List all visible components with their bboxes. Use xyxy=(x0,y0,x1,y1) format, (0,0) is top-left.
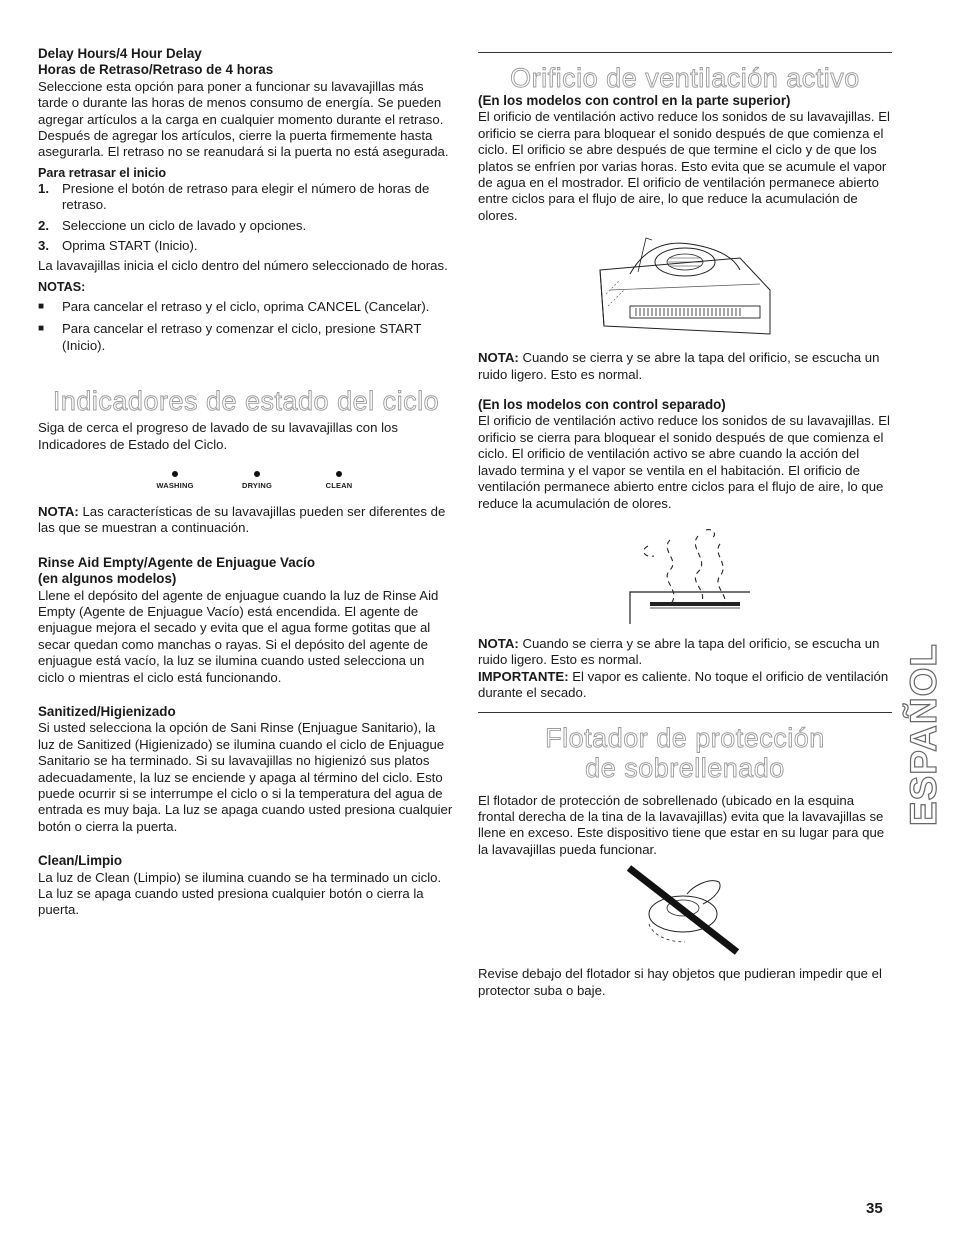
right-column xyxy=(478,46,892,999)
vent-important: IMPORTANTE: El vapor es caliente. No toque el orificio de ventilación durante el secado. xyxy=(478,668,889,701)
note-item: ■ Para cancelar el retraso y comenzar el ciclo, presione START (Inicio). xyxy=(38,321,422,353)
vent-note-2: NOTA: Cuando se cierra y se abre la tapa del orificio, se escucha un ruido ligero. Esto es normal. xyxy=(478,635,880,668)
vent-body-1: El orificio de ventilación activo reduce los sonidos de su lavavajillas. El orificio se cierra para bloquear el sonido después de que comienza el ciclo. El orificio se abre después de que termine el ciclo y de que los platos se enfríen por varias horas. Esto evita que se acumule el vapor de agua en el mostrador. El orificio de ventilación permanece abierto entre ciclos para el flujo de aire, lo que reduce la acumulación de olores. xyxy=(478,109,890,223)
vent-separate-control-illustration xyxy=(478,520,892,628)
status-note: NOTA: Las características de su lavavajillas pueden ser diferentes de las que se muestran a continuación. xyxy=(38,503,446,536)
delay-subheading: Para retrasar el inicio xyxy=(38,165,167,180)
steam-vent-icon xyxy=(600,520,770,628)
status-body: Siga de cerca el progreso de lavado de su lavavajillas con los Indicadores de Estado del Ciclo. xyxy=(38,420,398,452)
delay-heading-es: Horas de Retraso/Retraso de 4 horas xyxy=(38,62,274,78)
sanitized-heading: Sanitized/Higienizado xyxy=(38,703,176,719)
indicator-drying: DRYING xyxy=(237,471,277,490)
language-tab: ESPAÑOL xyxy=(903,643,944,827)
vent-title: Orificio de ventilación activo xyxy=(510,63,860,93)
indicator-clean: CLEAN xyxy=(319,471,359,490)
delay-notes xyxy=(38,299,454,354)
vent-sub-2: (En los modelos con control separado) xyxy=(478,397,726,413)
status-title: Indicadores de estado del ciclo xyxy=(52,386,440,417)
vent-body-2: El orificio de ventilación activo reduce los sonidos de su lavavajillas. El orificio se cierra para bloquear el sonido después de que comienza el ciclo. El orificio de ventilación activo se abre cuando la acción del lavado termina y el vapor se ventila en el habitación. El orificio de ventilación permanece abierto entre ciclos para el flujo de aire, lo que reduce la acumulación de olores. xyxy=(478,413,890,511)
sanitized-body: Si usted selecciona la opción de Sani Rinse (Enjuague Sanitario), la luz de Sanitized (Higienizado) se ilumina cuando el ciclo de Enjuague Sanitario se ha terminado. Si su lavavajillas no higienizó sus platos adecuadamente, la luz se enciende y apaga al término del ciclo. Esto puede ocurrir si se interrumpe el ciclo o si la temperatura del agua de entrada es muy baja. La luz se apaga cuando usted presiona cualquier botón o cierra la puerta. xyxy=(38,720,453,834)
cycle-status-indicators xyxy=(60,471,454,490)
float-illustration xyxy=(478,864,892,956)
delay-step: 1. Presione el botón de retraso para elegir el número de horas de retraso. xyxy=(38,180,430,213)
vent-top-control-illustration xyxy=(478,230,892,342)
float-title-2: de sobrellenado xyxy=(585,752,785,783)
rinse-heading-2: (en algunos modelos) xyxy=(38,571,177,587)
clean-heading: Clean/Limpio xyxy=(38,853,123,869)
vent-note-1: NOTA: Cuando se cierra y se abre la tapa del orificio, se escucha un ruido ligero. Esto es normal. xyxy=(478,350,880,382)
indicator-light-icon xyxy=(336,471,342,477)
float-body: El flotador de protección de sobrellenado (ubicado en la esquina frontal derecha de la tina de la lavavajillas) evita que la lavavajillas se llene en exceso. Este dispositivo tiene que estar en su lugar para que la lavavajillas pueda funcionar. xyxy=(478,792,885,857)
indicator-light-icon xyxy=(172,471,178,477)
indicator-light-icon xyxy=(254,471,260,477)
vent-cover-icon xyxy=(590,230,780,342)
vent-sub-1: (En los modelos con control en la parte superior) xyxy=(478,93,791,108)
overfill-float-icon xyxy=(625,864,745,956)
delay-after-steps: La lavavajillas inicia el ciclo dentro del número seleccionado de horas. xyxy=(38,258,448,274)
delay-body: Seleccione esta opción para poner a funcionar su lavavajillas más tarde o durante las horas de menos consumo de energía. Se pueden agregar artículos a la carga en cualquier momento durante el retraso. Después de agregar los artículos, cierre la puerta firmemente hasta asegurarla. El retraso no se reanudará si la puerta no está asegurada. xyxy=(38,78,449,160)
rinse-heading-1: Rinse Aid Empty/Agente de Enjuague Vacío xyxy=(38,554,316,570)
rinse-body: Llene el depósito del agente de enjuague cuando la luz de Rinse Aid Empty (Agente de Enjuague Vacío) está encendida. El agente de enjuague mejora el secado y evita que el agua forme gotitas que al secar quedan como manchas o rayas. Si el depósito del agente de enjuague está vacío, la luz se ilumina cuando usted selecciona un ciclo o mientras el ciclo está funcionando. xyxy=(38,587,439,685)
notes-heading: NOTAS: xyxy=(38,279,86,294)
page-number: 35 xyxy=(866,1200,883,1217)
indicator-washing: WASHING xyxy=(155,471,195,490)
clean-body: La luz de Clean (Limpio) se ilumina cuando se ha terminado un ciclo. La luz se apaga cuando usted presiona cualquier botón o cierra la puerta. xyxy=(38,869,442,918)
delay-heading-en: Delay Hours/4 Hour Delay xyxy=(38,46,202,61)
delay-steps xyxy=(38,181,454,255)
note-item: ■ Para cancelar el retraso y el ciclo, oprima CANCEL (Cancelar). xyxy=(38,298,430,314)
delay-step: 2. Seleccione un ciclo de lavado y opciones. xyxy=(38,217,307,233)
left-column xyxy=(38,46,454,919)
float-after: Revise debajo del flotador si hay objetos que pudieran impedir que el protector suba o baje. xyxy=(478,966,882,998)
delay-step: 3. Oprima START (Inicio). xyxy=(38,238,198,254)
float-title-1: Flotador de protección xyxy=(545,722,825,753)
